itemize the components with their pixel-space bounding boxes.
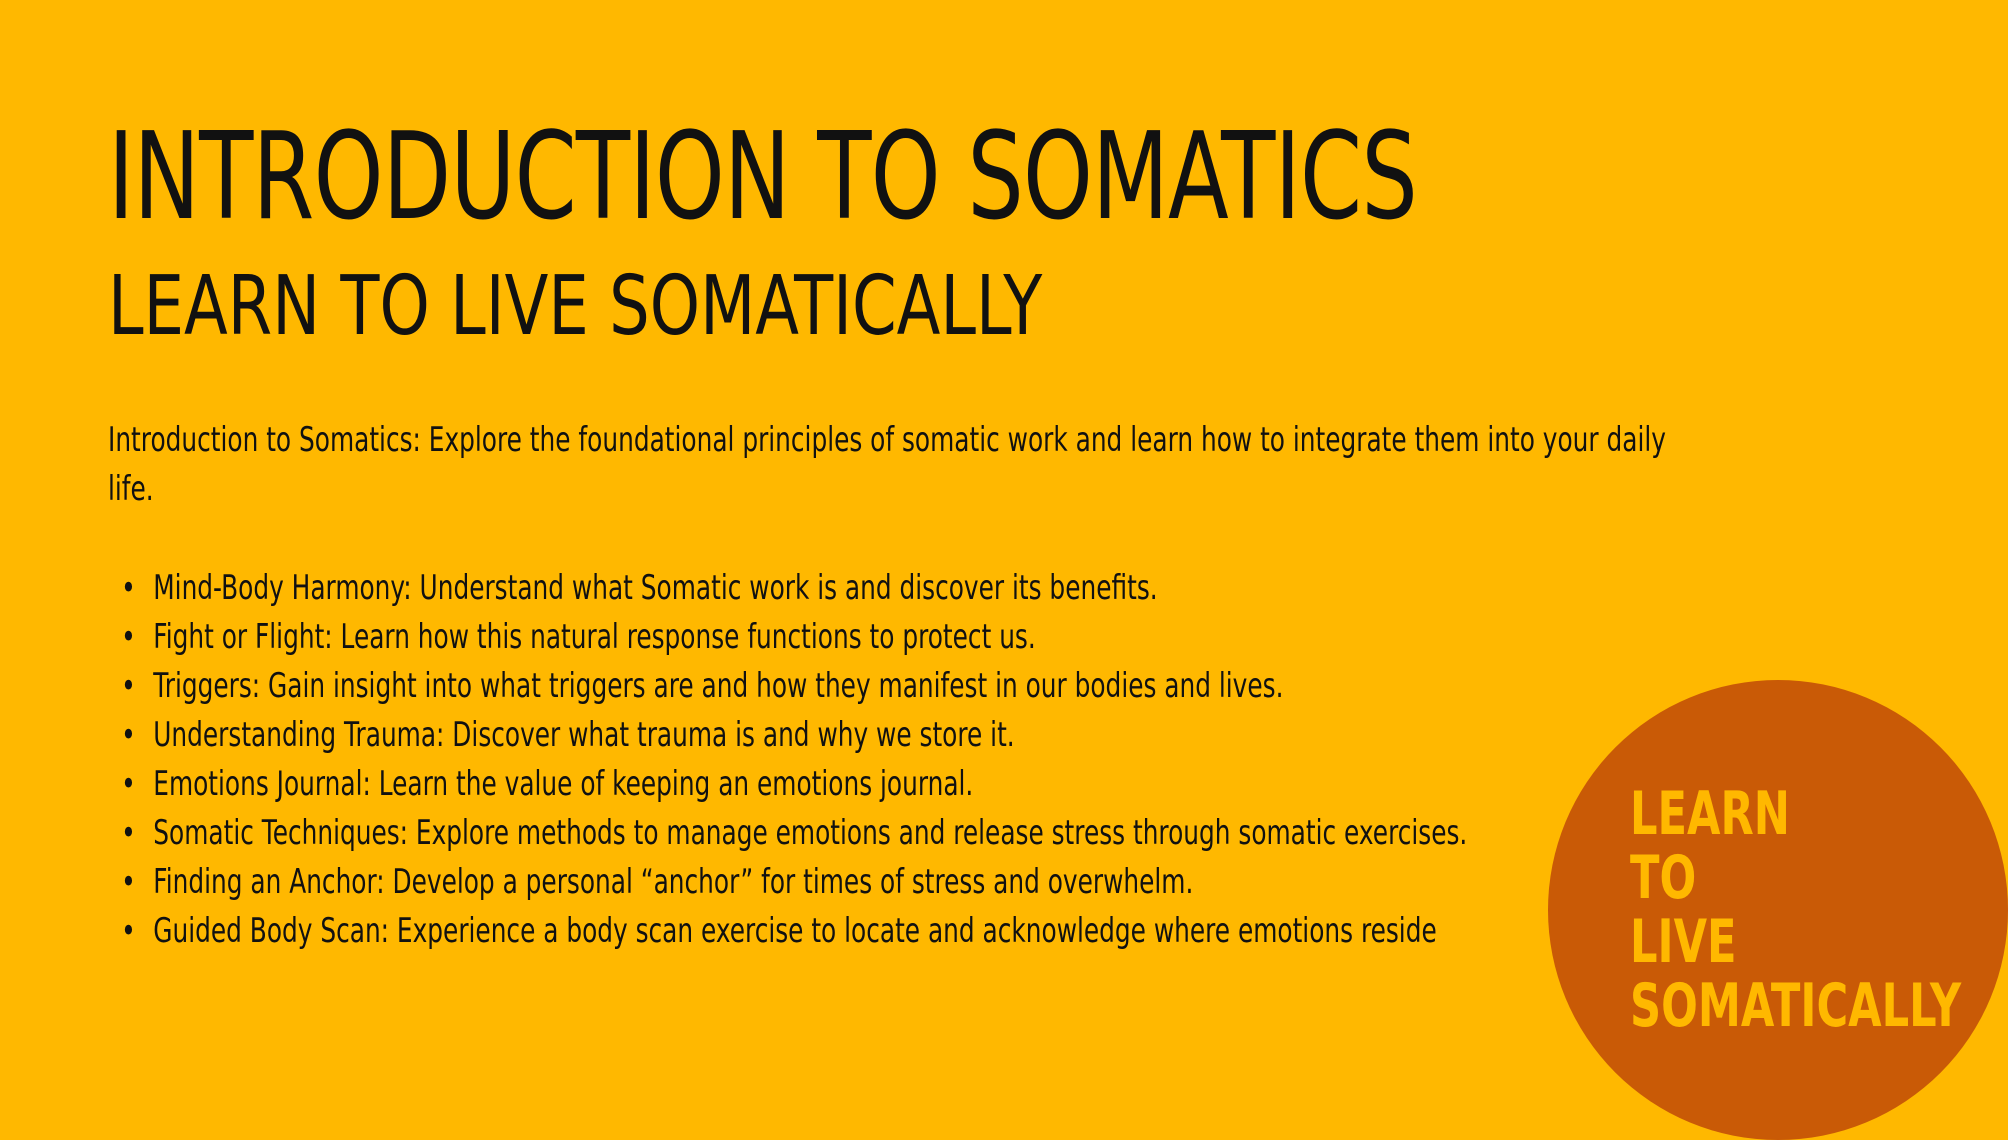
list-item xyxy=(108,711,1467,760)
badge-text xyxy=(1630,779,1962,1041)
badge-line: LIVE xyxy=(1630,907,1737,977)
bullet-icon: • xyxy=(121,911,136,951)
bullet-icon: • xyxy=(121,764,136,804)
list-item-text: Guided Body Scan: Experience a body scan exercise to locate and acknowledge where emotions reside xyxy=(153,911,1437,951)
bullet-icon: • xyxy=(121,862,136,902)
list-item-text: Fight or Flight: Learn how this natural response functions to protect us. xyxy=(153,617,1036,657)
list-item-text: Finding an Anchor: Develop a personal “anchor” for times of stress and overwhelm. xyxy=(153,862,1194,902)
bullet-icon: • xyxy=(121,715,136,755)
bullet-icon: • xyxy=(121,617,136,657)
list-item-text: Triggers: Gain insight into what triggers are and how they manifest in our bodies and lives. xyxy=(153,666,1284,706)
list-item-text: Somatic Techniques: Explore methods to manage emotions and release stress through somatic exercises. xyxy=(153,813,1468,853)
list-item xyxy=(108,613,1467,662)
badge-line: TO xyxy=(1630,843,1697,913)
badge-line: LEARN xyxy=(1630,779,1790,849)
slide-title: INTRODUCTION TO SOMATICS xyxy=(108,108,1417,247)
bullet-icon: • xyxy=(121,568,136,608)
bullet-icon: • xyxy=(121,813,136,853)
badge-line: SOMATICALLY xyxy=(1630,971,1962,1041)
list-item-text: Understanding Trauma: Discover what trauma is and why we store it. xyxy=(153,715,1015,755)
list-item xyxy=(108,760,1467,809)
list-item xyxy=(108,564,1467,613)
list-item xyxy=(108,809,1467,858)
bullet-icon: • xyxy=(121,666,136,706)
list-item-text: Mind-Body Harmony: Understand what Somatic work is and discover its benefits. xyxy=(153,568,1158,608)
list-item xyxy=(108,907,1467,956)
slide-subtitle: LEARN TO LIVE SOMATICALLY xyxy=(108,259,1043,354)
topic-list xyxy=(108,564,1467,956)
list-item xyxy=(108,858,1467,907)
intro-paragraph: Introduction to Somatics: Explore the foundational principles of somatic work and learn how to integrate them into your daily life. xyxy=(108,420,1666,509)
list-item xyxy=(108,662,1467,711)
list-item-text: Emotions Journal: Learn the value of keeping an emotions journal. xyxy=(153,764,974,804)
